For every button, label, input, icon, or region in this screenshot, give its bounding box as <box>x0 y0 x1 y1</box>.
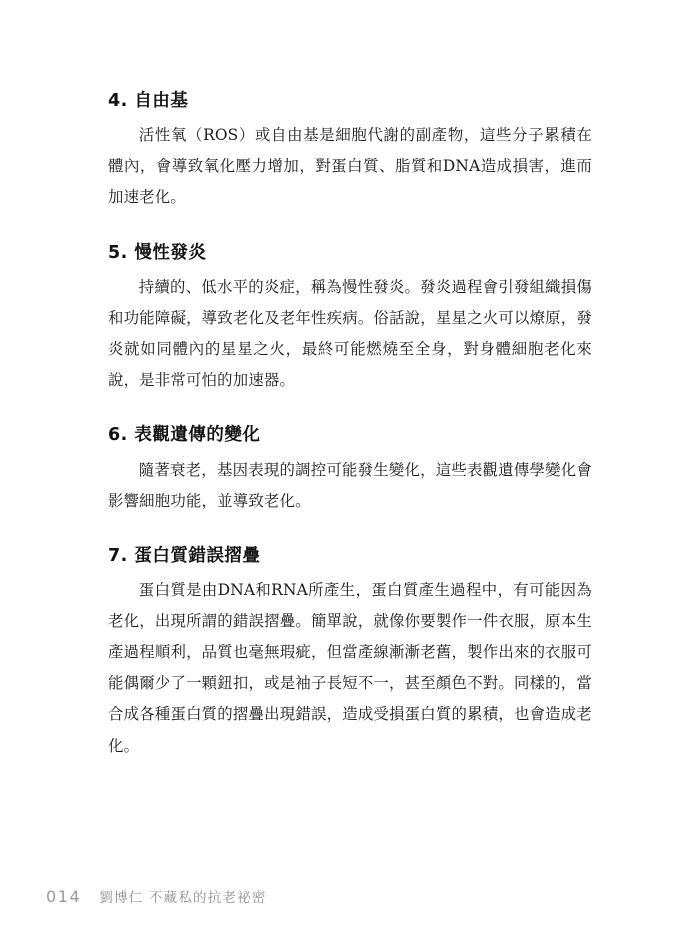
section-paragraph: 持續的、低水平的炎症，稱為慢性發炎。發炎過程會引發組織損傷和功能障礙，導致老化及老年性疾病。俗話說，星星之火可以燎原，發炎就如同體內的星星之火，最終可能燃燒至全身，對身體細胞老化來說，是非常可怕的加速器。 <box>108 277 592 390</box>
section-protein-misfolding <box>108 543 592 762</box>
section-paragraph: 活性氧（ROS）或自由基是細胞代謝的副產物，這些分子累積在體內，會導致氧化壓力增加，對蛋白質、脂質和DNA造成損害，進而加速老化。 <box>108 126 592 207</box>
section-paragraph: 隨著衰老，基因表現的調控可能發生變化，這些表觀遺傳學變化會影響細胞功能，並導致老化。 <box>108 460 592 510</box>
page-content <box>108 88 592 762</box>
page-number: 014 <box>46 887 82 906</box>
section-heading: 6. 表觀遺傳的變化 <box>108 425 261 446</box>
section-heading: 4. 自由基 <box>108 91 189 111</box>
section-free-radicals <box>108 88 592 214</box>
section-paragraph: 蛋白質是由DNA和RNA所產生，蛋白質產生過程中，有可能因為老化，出現所謂的錯誤摺疊。簡單說，就像你要製作一件衣服，原本生產過程順利，品質也毫無瑕疵，但當產線漸漸老舊，製作出來的衣服可能偶爾少了一顆鈕扣，或是袖子長短不一，甚至顏色不對。同樣的，當合成各種蛋白質的摺疊出現錯誤，造成受損蛋白質的累積，也會造成老化。 <box>108 580 592 755</box>
page-footer <box>46 886 267 906</box>
running-header: 劉博仁 不藏私的抗老祕密 <box>99 890 267 906</box>
section-heading: 5. 慢性發炎 <box>108 242 207 263</box>
section-chronic-inflammation <box>108 240 592 397</box>
section-heading: 7. 蛋白質錯誤摺疊 <box>108 545 261 566</box>
section-epigenetic-changes <box>108 422 592 516</box>
